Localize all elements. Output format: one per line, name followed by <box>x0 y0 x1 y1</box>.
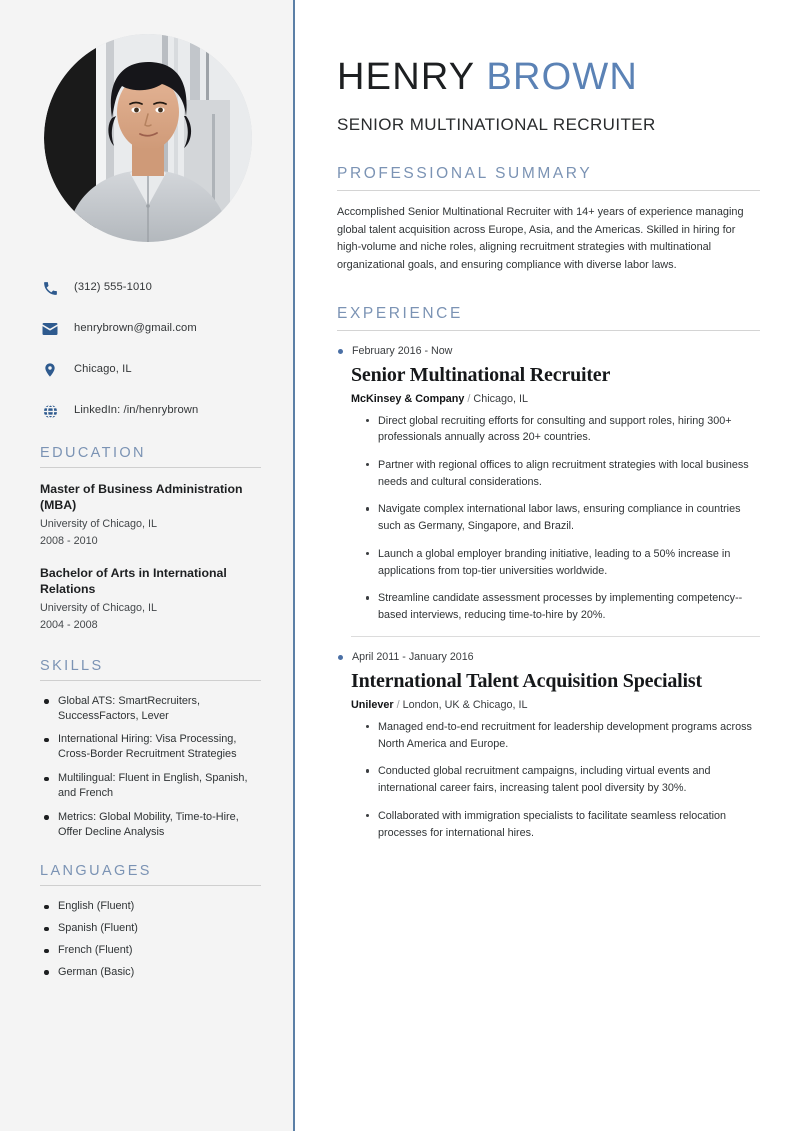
email-text: henrybrown@gmail.com <box>74 322 197 335</box>
experience-company: Unilever <box>351 698 394 711</box>
experience-date: April 2011 - January 2016 <box>337 651 760 663</box>
languages-list <box>42 899 261 979</box>
contact-linkedin[interactable] <box>40 401 261 421</box>
education-school: University of Chicago, IL <box>40 602 158 615</box>
list-item: Streamline candidate assessment processes by implementing competency--based interviews, reducing time-to-hire by 20%. <box>365 590 760 623</box>
list-item: Collaborated with immigration specialists to facilitate seamless relocation processes for international hires. <box>365 808 760 841</box>
headline-job-title: SENIOR MULTINATIONAL RECRUITER <box>337 114 656 134</box>
education-rule <box>40 467 261 468</box>
professional-summary-section <box>337 165 760 275</box>
summary-text: Accomplished Senior Multinational Recruiter with 14+ years of experience managing global talent acquisition across Europe, Asia, and the Americas. Skilled in hiring for high-volume and niche roles, aligning recruitment strategies with multinational organizational goals, and ensuring compliance with diverse labor laws. <box>337 205 744 271</box>
education-school: University of Chicago, IL <box>40 518 158 531</box>
contact-email[interactable] <box>40 319 261 339</box>
list-item: Partner with regional offices to align recruitment strategies with local business needs and cultural considerations. <box>365 457 760 490</box>
list-item: Metrics: Global Mobility, Time-to-Hire, Offer Decline Analysis <box>42 810 261 840</box>
portrait-photo <box>44 34 252 242</box>
phone-text: (312) 555-1010 <box>74 281 152 294</box>
list-item: French (Fluent) <box>42 943 261 958</box>
envelope-icon <box>40 319 60 339</box>
languages-section <box>40 863 261 979</box>
avatar <box>44 34 252 242</box>
list-item: Multilingual: Fluent in English, Spanish, and French <box>42 771 261 801</box>
experience-entry <box>337 345 760 637</box>
experience-date: February 2016 - Now <box>337 345 760 357</box>
list-item: Launch a global employer branding initiative, leading to a 50% increase in applications from top-tier universities worldwide. <box>365 546 760 579</box>
experience-divider <box>351 636 760 637</box>
experience-section <box>337 305 760 842</box>
last-name: BROWN <box>486 56 639 98</box>
experience-entry <box>337 651 760 841</box>
page-title <box>337 58 760 98</box>
list-item: Spanish (Fluent) <box>42 921 261 936</box>
education-item <box>40 565 261 634</box>
skills-rule <box>40 680 261 681</box>
experience-bullets <box>365 413 760 624</box>
sidebar <box>0 0 295 1131</box>
experience-heading: EXPERIENCE <box>337 304 463 322</box>
experience-location: London, UK & Chicago, IL <box>402 698 528 711</box>
experience-company-line <box>351 393 760 405</box>
location-pin-icon <box>40 360 60 380</box>
education-degree: Bachelor of Arts in International Relations <box>40 565 227 597</box>
summary-rule <box>337 190 760 191</box>
experience-company-line <box>351 699 760 711</box>
education-degree: Master of Business Administration (MBA) <box>40 482 243 513</box>
list-item: German (Basic) <box>42 965 261 980</box>
education-years: 2004 - 2008 <box>40 619 98 632</box>
skills-heading: SKILLS <box>40 657 104 674</box>
first-name: HENRY <box>337 56 475 98</box>
list-item: Managed end-to-end recruitment for leadership development programs across North America and Europe. <box>365 719 760 752</box>
experience-company: McKinsey & Company <box>351 392 465 405</box>
company-location-separator: / <box>467 392 471 405</box>
experience-role: International Talent Acquisition Specialist <box>351 669 702 692</box>
education-years: 2008 - 2010 <box>40 535 98 548</box>
globe-icon <box>40 401 60 421</box>
location-text: Chicago, IL <box>74 363 132 376</box>
skills-list <box>42 694 261 840</box>
contact-location[interactable] <box>40 360 261 380</box>
list-item: Navigate complex international labor laws, ensuring compliance in countries such as Germany, Singapore, and Brazil. <box>365 501 760 534</box>
company-location-separator: / <box>396 698 400 711</box>
main-content <box>295 0 800 1131</box>
list-item: Global ATS: SmartRecruiters, SuccessFactors, Lever <box>42 694 261 724</box>
experience-bullets <box>365 719 760 841</box>
education-heading: EDUCATION <box>40 445 146 461</box>
experience-rule <box>337 330 760 331</box>
education-section <box>40 445 261 634</box>
summary-heading: PROFESSIONAL SUMMARY <box>337 164 593 182</box>
list-item: Direct global recruiting efforts for consulting and support roles, hiring 300+ professionals annually across 20+ countries. <box>365 413 760 446</box>
experience-location: Chicago, IL <box>473 392 529 405</box>
phone-icon <box>40 278 60 298</box>
contact-phone[interactable] <box>40 278 261 298</box>
skills-section <box>40 658 261 840</box>
list-item: Conducted global recruitment campaigns, including virtual events and international career fairs, increasing talent pool diversity by 30%. <box>365 763 760 796</box>
experience-role: Senior Multinational Recruiter <box>351 363 611 386</box>
languages-rule <box>40 885 261 886</box>
contact-list <box>40 278 261 421</box>
list-item: English (Fluent) <box>42 899 261 914</box>
list-item: International Hiring: Visa Processing, Cross-Border Recruitment Strategies <box>42 732 261 762</box>
education-item <box>40 481 261 550</box>
linkedin-text: LinkedIn: /in/henrybrown <box>74 404 199 417</box>
languages-heading: LANGUAGES <box>40 863 152 880</box>
